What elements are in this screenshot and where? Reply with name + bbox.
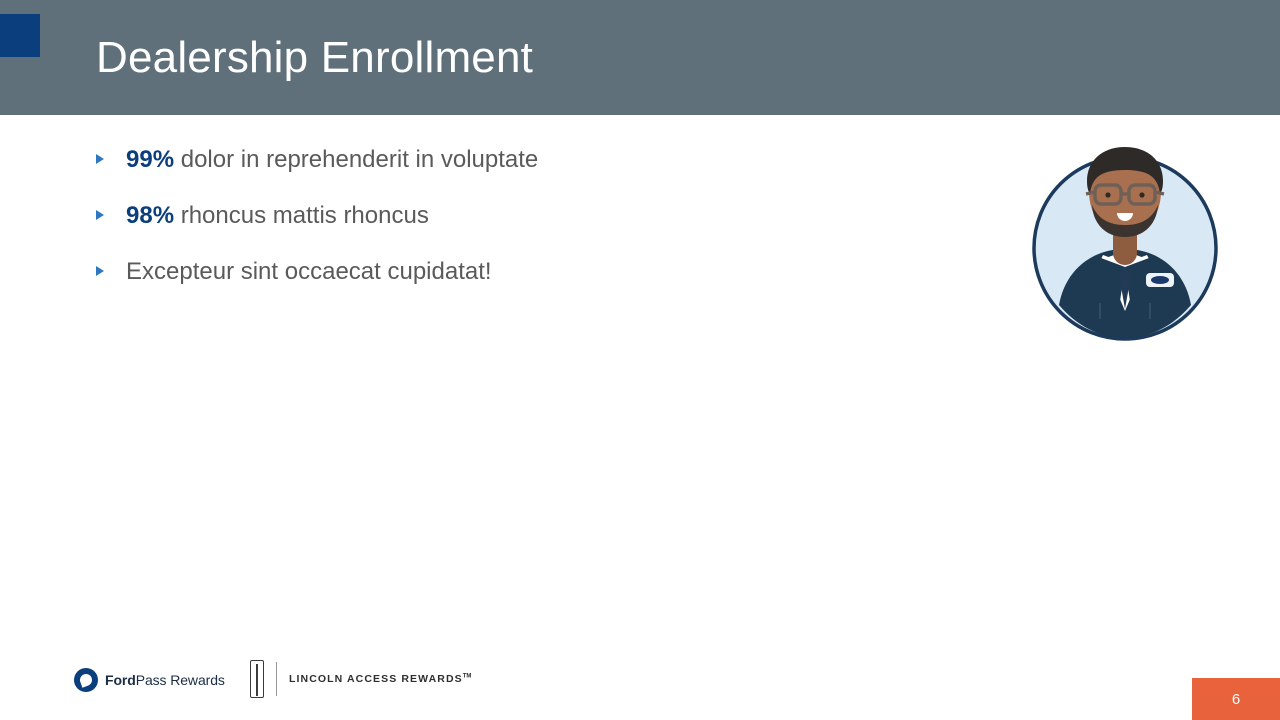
list-item [96,146,856,202]
trademark-symbol: TM [462,673,472,680]
slide-header-band [0,0,1280,115]
bullet-body: dolor in reprehenderit in voluptate [174,146,539,173]
bullet-item-text [126,146,538,174]
fordpass-label-bold: Ford [105,672,136,688]
lincoln-access-rewards-logo [250,660,471,698]
fordpass-label-rest: Pass Rewards [135,672,225,688]
fordpass-label [105,672,225,688]
lincoln-label [289,673,471,685]
bullet-item-text [126,202,429,230]
lincoln-mark-icon [250,660,264,698]
lincoln-label-text: LINCOLN ACCESS REWARDS [289,673,463,685]
bullet-list [96,146,856,314]
stat-value: 99% [126,146,175,173]
bullet-body: Excepteur sint occaecat cupidatat! [126,258,492,285]
fordpass-badge-icon [74,668,98,692]
page-number-badge: 6 [1192,678,1280,720]
avatar [1032,121,1218,341]
triangle-right-icon [96,152,126,167]
bullet-item-text [126,258,492,286]
list-item [96,202,856,258]
list-item [96,258,856,314]
divider [276,662,277,696]
stat-value: 98% [126,202,175,229]
page-title: Dealership Enrollment [96,33,534,82]
fordpass-rewards-logo [74,668,225,692]
header-accent-block [0,14,40,57]
bullet-body: rhoncus mattis rhoncus [174,202,429,229]
triangle-right-icon [96,264,126,279]
triangle-right-icon [96,208,126,223]
